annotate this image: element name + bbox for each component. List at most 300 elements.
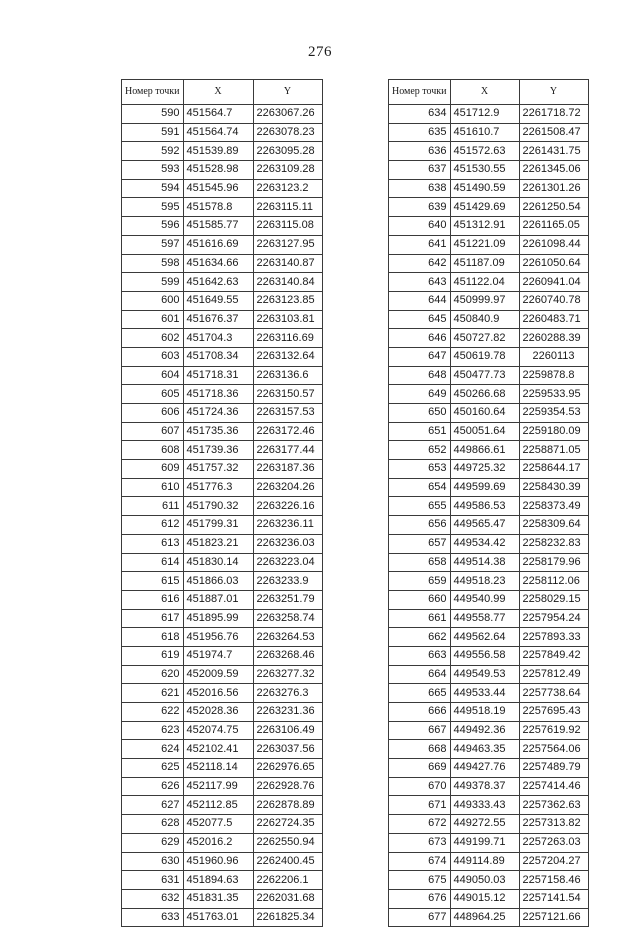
y-coordinate-cell: 2257695.43 xyxy=(519,703,588,722)
point-number-cell: 607 xyxy=(122,422,184,441)
y-coordinate-cell: 2261050.64 xyxy=(519,254,588,273)
point-number-cell: 623 xyxy=(122,721,184,740)
x-coordinate-cell: 449199.71 xyxy=(450,833,519,852)
table-row xyxy=(389,105,589,124)
point-number-cell: 652 xyxy=(389,441,451,460)
point-number-cell: 653 xyxy=(389,460,451,479)
x-coordinate-cell: 451763.01 xyxy=(183,908,253,927)
x-coordinate-cell: 450840.9 xyxy=(450,310,519,329)
table-row xyxy=(122,665,323,684)
y-coordinate-cell: 2257313.82 xyxy=(519,815,588,834)
y-coordinate-cell: 2263140.87 xyxy=(253,254,322,273)
y-coordinate-cell: 2258029.15 xyxy=(519,590,588,609)
point-number-cell: 658 xyxy=(389,553,451,572)
table-row xyxy=(389,740,589,759)
y-coordinate-cell: 2258430.39 xyxy=(519,478,588,497)
header-point-number: Номер точки xyxy=(389,80,451,105)
table-row xyxy=(389,347,589,366)
table-row xyxy=(122,833,323,852)
x-coordinate-cell: 451578.8 xyxy=(183,198,253,217)
table-row xyxy=(389,497,589,516)
x-coordinate-cell: 451490.59 xyxy=(450,179,519,198)
table-row xyxy=(122,366,323,385)
y-coordinate-cell: 2263150.57 xyxy=(253,385,322,404)
table-row xyxy=(122,572,323,591)
table-row xyxy=(122,684,323,703)
point-number-cell: 656 xyxy=(389,516,451,535)
x-coordinate-cell: 450999.97 xyxy=(450,291,519,310)
y-coordinate-cell: 2263264.53 xyxy=(253,628,322,647)
y-coordinate-cell: 2263223.04 xyxy=(253,553,322,572)
y-coordinate-cell: 2257954.24 xyxy=(519,609,588,628)
table-header-row xyxy=(122,80,323,105)
table-row xyxy=(122,273,323,292)
point-number-cell: 611 xyxy=(122,497,184,516)
table-row xyxy=(122,777,323,796)
y-coordinate-cell: 2261301.26 xyxy=(519,179,588,198)
y-coordinate-cell: 2259533.95 xyxy=(519,385,588,404)
table-row xyxy=(122,703,323,722)
table-row xyxy=(389,273,589,292)
x-coordinate-cell: 451429.69 xyxy=(450,198,519,217)
point-number-cell: 669 xyxy=(389,759,451,778)
table-row xyxy=(122,123,323,142)
point-number-cell: 591 xyxy=(122,123,184,142)
x-coordinate-cell: 451530.55 xyxy=(450,161,519,180)
point-number-cell: 629 xyxy=(122,833,184,852)
y-coordinate-cell: 2262031.68 xyxy=(253,889,322,908)
y-coordinate-cell: 2263177.44 xyxy=(253,441,322,460)
x-coordinate-cell: 451712.9 xyxy=(450,105,519,124)
table-row xyxy=(122,497,323,516)
table-row xyxy=(122,161,323,180)
page-number: 276 xyxy=(308,44,332,60)
y-coordinate-cell: 2258112.06 xyxy=(519,572,588,591)
table-row xyxy=(122,347,323,366)
y-coordinate-cell: 2263115.11 xyxy=(253,198,322,217)
table-row xyxy=(122,198,323,217)
point-number-cell: 661 xyxy=(389,609,451,628)
x-coordinate-cell: 451895.99 xyxy=(183,609,253,628)
x-coordinate-cell: 451718.36 xyxy=(183,385,253,404)
table-row xyxy=(389,889,589,908)
x-coordinate-cell: 449518.19 xyxy=(450,703,519,722)
x-coordinate-cell: 448964.25 xyxy=(450,908,519,927)
y-coordinate-cell: 2263268.46 xyxy=(253,646,322,665)
table-row xyxy=(122,254,323,273)
table-row xyxy=(122,590,323,609)
point-number-cell: 627 xyxy=(122,796,184,815)
table-row xyxy=(389,123,589,142)
y-coordinate-cell: 2263226.16 xyxy=(253,497,322,516)
point-number-cell: 633 xyxy=(122,908,184,927)
point-number-cell: 649 xyxy=(389,385,451,404)
y-coordinate-cell: 2261431.75 xyxy=(519,142,588,161)
y-coordinate-cell: 2261508.47 xyxy=(519,123,588,142)
table-row xyxy=(389,291,589,310)
y-coordinate-cell: 2263067.26 xyxy=(253,105,322,124)
x-coordinate-cell: 449463.35 xyxy=(450,740,519,759)
x-coordinate-cell: 449534.42 xyxy=(450,534,519,553)
x-coordinate-cell: 452112.85 xyxy=(183,796,253,815)
y-coordinate-cell: 2259354.53 xyxy=(519,404,588,423)
point-number-cell: 617 xyxy=(122,609,184,628)
x-coordinate-cell: 451676.37 xyxy=(183,310,253,329)
point-number-cell: 650 xyxy=(389,404,451,423)
point-number-cell: 630 xyxy=(122,852,184,871)
table-row xyxy=(122,441,323,460)
y-coordinate-cell: 2262976.65 xyxy=(253,759,322,778)
point-number-cell: 644 xyxy=(389,291,451,310)
x-coordinate-cell: 449378.37 xyxy=(450,777,519,796)
x-coordinate-cell: 451894.63 xyxy=(183,871,253,890)
x-coordinate-cell: 451739.36 xyxy=(183,441,253,460)
table-row xyxy=(389,908,589,927)
point-number-cell: 674 xyxy=(389,852,451,871)
point-number-cell: 660 xyxy=(389,590,451,609)
x-coordinate-cell: 452028.36 xyxy=(183,703,253,722)
y-coordinate-cell: 2262724.35 xyxy=(253,815,322,834)
table-row xyxy=(389,796,589,815)
table-row xyxy=(389,590,589,609)
y-coordinate-cell: 2257489.79 xyxy=(519,759,588,778)
y-coordinate-cell: 2257738.64 xyxy=(519,684,588,703)
x-coordinate-cell: 451545.96 xyxy=(183,179,253,198)
point-number-cell: 651 xyxy=(389,422,451,441)
table-row xyxy=(389,703,589,722)
table-row xyxy=(389,179,589,198)
y-coordinate-cell: 2262550.94 xyxy=(253,833,322,852)
table-row xyxy=(122,179,323,198)
y-coordinate-cell: 2263136.6 xyxy=(253,366,322,385)
table-row xyxy=(122,721,323,740)
point-number-cell: 631 xyxy=(122,871,184,890)
point-number-cell: 601 xyxy=(122,310,184,329)
point-number-cell: 615 xyxy=(122,572,184,591)
x-coordinate-cell: 451724.36 xyxy=(183,404,253,423)
x-coordinate-cell: 450477.73 xyxy=(450,366,519,385)
x-coordinate-cell: 451616.69 xyxy=(183,235,253,254)
table-row xyxy=(389,441,589,460)
table-header-row xyxy=(389,80,589,105)
x-coordinate-cell: 449533.44 xyxy=(450,684,519,703)
y-coordinate-cell: 2263095.28 xyxy=(253,142,322,161)
table-row xyxy=(122,815,323,834)
x-coordinate-cell: 452009.59 xyxy=(183,665,253,684)
point-number-cell: 619 xyxy=(122,646,184,665)
point-number-cell: 640 xyxy=(389,217,451,236)
y-coordinate-cell: 2263251.79 xyxy=(253,590,322,609)
point-number-cell: 597 xyxy=(122,235,184,254)
y-coordinate-cell: 2262878.89 xyxy=(253,796,322,815)
table-row xyxy=(389,777,589,796)
coordinates-table-left xyxy=(121,79,323,927)
x-coordinate-cell: 451718.31 xyxy=(183,366,253,385)
table-body-right xyxy=(389,105,589,927)
y-coordinate-cell: 2260483.71 xyxy=(519,310,588,329)
table-body-left xyxy=(122,105,323,927)
table-row xyxy=(122,310,323,329)
table-row xyxy=(389,366,589,385)
x-coordinate-cell: 450619.78 xyxy=(450,347,519,366)
table-row xyxy=(389,422,589,441)
x-coordinate-cell: 451610.7 xyxy=(450,123,519,142)
point-number-cell: 590 xyxy=(122,105,184,124)
point-number-cell: 642 xyxy=(389,254,451,273)
y-coordinate-cell: 2263204.26 xyxy=(253,478,322,497)
header-point-number: Номер точки xyxy=(122,80,184,105)
y-coordinate-cell: 2260941.04 xyxy=(519,273,588,292)
table-row xyxy=(389,534,589,553)
table-row xyxy=(122,404,323,423)
table-row xyxy=(389,609,589,628)
y-coordinate-cell: 2262206.1 xyxy=(253,871,322,890)
point-number-cell: 632 xyxy=(122,889,184,908)
point-number-cell: 626 xyxy=(122,777,184,796)
table-row xyxy=(389,871,589,890)
y-coordinate-cell: 2263276.3 xyxy=(253,684,322,703)
y-coordinate-cell: 2257812.49 xyxy=(519,665,588,684)
y-coordinate-cell: 2257362.63 xyxy=(519,796,588,815)
y-coordinate-cell: 2257263.03 xyxy=(519,833,588,852)
table-row xyxy=(122,740,323,759)
y-coordinate-cell: 2263116.69 xyxy=(253,329,322,348)
x-coordinate-cell: 451564.74 xyxy=(183,123,253,142)
y-coordinate-cell: 2263106.49 xyxy=(253,721,322,740)
point-number-cell: 592 xyxy=(122,142,184,161)
point-number-cell: 621 xyxy=(122,684,184,703)
table-row xyxy=(122,422,323,441)
y-coordinate-cell: 2260113 xyxy=(519,347,588,366)
point-number-cell: 606 xyxy=(122,404,184,423)
point-number-cell: 602 xyxy=(122,329,184,348)
x-coordinate-cell: 451790.32 xyxy=(183,497,253,516)
x-coordinate-cell: 451866.03 xyxy=(183,572,253,591)
point-number-cell: 608 xyxy=(122,441,184,460)
point-number-cell: 599 xyxy=(122,273,184,292)
y-coordinate-cell: 2263157.53 xyxy=(253,404,322,423)
y-coordinate-cell: 2263236.11 xyxy=(253,516,322,535)
x-coordinate-cell: 449556.58 xyxy=(450,646,519,665)
point-number-cell: 668 xyxy=(389,740,451,759)
x-coordinate-cell: 449549.53 xyxy=(450,665,519,684)
header-y: Y xyxy=(253,80,322,105)
x-coordinate-cell: 451312.91 xyxy=(450,217,519,236)
x-coordinate-cell: 449562.64 xyxy=(450,628,519,647)
point-number-cell: 593 xyxy=(122,161,184,180)
point-number-cell: 613 xyxy=(122,534,184,553)
table-row xyxy=(389,254,589,273)
point-number-cell: 635 xyxy=(389,123,451,142)
point-number-cell: 628 xyxy=(122,815,184,834)
x-coordinate-cell: 450160.64 xyxy=(450,404,519,423)
y-coordinate-cell: 2258309.64 xyxy=(519,516,588,535)
point-number-cell: 620 xyxy=(122,665,184,684)
y-coordinate-cell: 2259878.8 xyxy=(519,366,588,385)
x-coordinate-cell: 452077.5 xyxy=(183,815,253,834)
x-coordinate-cell: 451708.34 xyxy=(183,347,253,366)
table-row xyxy=(122,105,323,124)
x-coordinate-cell: 449427.76 xyxy=(450,759,519,778)
point-number-cell: 655 xyxy=(389,497,451,516)
point-number-cell: 673 xyxy=(389,833,451,852)
y-coordinate-cell: 2261718.72 xyxy=(519,105,588,124)
x-coordinate-cell: 451735.36 xyxy=(183,422,253,441)
point-number-cell: 600 xyxy=(122,291,184,310)
y-coordinate-cell: 2263236.03 xyxy=(253,534,322,553)
x-coordinate-cell: 452118.14 xyxy=(183,759,253,778)
table-row xyxy=(389,759,589,778)
x-coordinate-cell: 451539.89 xyxy=(183,142,253,161)
table-row xyxy=(122,796,323,815)
x-coordinate-cell: 451960.96 xyxy=(183,852,253,871)
y-coordinate-cell: 2263187.36 xyxy=(253,460,322,479)
table-row xyxy=(122,871,323,890)
y-coordinate-cell: 2258373.49 xyxy=(519,497,588,516)
point-number-cell: 647 xyxy=(389,347,451,366)
y-coordinate-cell: 2257414.46 xyxy=(519,777,588,796)
point-number-cell: 646 xyxy=(389,329,451,348)
x-coordinate-cell: 449272.55 xyxy=(450,815,519,834)
table-row xyxy=(122,291,323,310)
table-row xyxy=(122,478,323,497)
table-row xyxy=(389,310,589,329)
y-coordinate-cell: 2263123.2 xyxy=(253,179,322,198)
table-row xyxy=(122,329,323,348)
x-coordinate-cell: 452102.41 xyxy=(183,740,253,759)
point-number-cell: 625 xyxy=(122,759,184,778)
x-coordinate-cell: 451799.31 xyxy=(183,516,253,535)
y-coordinate-cell: 2262928.76 xyxy=(253,777,322,796)
point-number-cell: 667 xyxy=(389,721,451,740)
y-coordinate-cell: 2263132.64 xyxy=(253,347,322,366)
x-coordinate-cell: 451649.55 xyxy=(183,291,253,310)
table-row xyxy=(389,572,589,591)
point-number-cell: 648 xyxy=(389,366,451,385)
point-number-cell: 641 xyxy=(389,235,451,254)
point-number-cell: 638 xyxy=(389,179,451,198)
point-number-cell: 605 xyxy=(122,385,184,404)
x-coordinate-cell: 449514.38 xyxy=(450,553,519,572)
x-coordinate-cell: 451757.32 xyxy=(183,460,253,479)
x-coordinate-cell: 451776.3 xyxy=(183,478,253,497)
y-coordinate-cell: 2263233.9 xyxy=(253,572,322,591)
x-coordinate-cell: 451642.63 xyxy=(183,273,253,292)
x-coordinate-cell: 451122.04 xyxy=(450,273,519,292)
x-coordinate-cell: 449492.36 xyxy=(450,721,519,740)
table-row xyxy=(389,161,589,180)
x-coordinate-cell: 449866.61 xyxy=(450,441,519,460)
x-coordinate-cell: 449540.99 xyxy=(450,590,519,609)
x-coordinate-cell: 449599.69 xyxy=(450,478,519,497)
table-row xyxy=(122,553,323,572)
table-row xyxy=(389,815,589,834)
x-coordinate-cell: 451187.09 xyxy=(450,254,519,273)
table-row xyxy=(122,759,323,778)
table-row xyxy=(122,609,323,628)
y-coordinate-cell: 2261098.44 xyxy=(519,235,588,254)
y-coordinate-cell: 2263103.81 xyxy=(253,310,322,329)
y-coordinate-cell: 2263109.28 xyxy=(253,161,322,180)
table-row xyxy=(389,833,589,852)
point-number-cell: 663 xyxy=(389,646,451,665)
point-number-cell: 595 xyxy=(122,198,184,217)
table-row xyxy=(122,534,323,553)
x-coordinate-cell: 449725.32 xyxy=(450,460,519,479)
y-coordinate-cell: 2263172.46 xyxy=(253,422,322,441)
table-row xyxy=(122,235,323,254)
point-number-cell: 618 xyxy=(122,628,184,647)
x-coordinate-cell: 452117.99 xyxy=(183,777,253,796)
x-coordinate-cell: 449114.89 xyxy=(450,852,519,871)
table-row xyxy=(122,385,323,404)
point-number-cell: 637 xyxy=(389,161,451,180)
table-row xyxy=(122,217,323,236)
y-coordinate-cell: 2257121.66 xyxy=(519,908,588,927)
table-row xyxy=(122,889,323,908)
table-row xyxy=(122,142,323,161)
x-coordinate-cell: 452074.75 xyxy=(183,721,253,740)
y-coordinate-cell: 2263037.56 xyxy=(253,740,322,759)
x-coordinate-cell: 449586.53 xyxy=(450,497,519,516)
x-coordinate-cell: 451572.63 xyxy=(450,142,519,161)
y-coordinate-cell: 2263277.32 xyxy=(253,665,322,684)
y-coordinate-cell: 2257141.54 xyxy=(519,889,588,908)
table-row xyxy=(389,553,589,572)
table-row xyxy=(389,852,589,871)
table-row xyxy=(122,460,323,479)
x-coordinate-cell: 449558.77 xyxy=(450,609,519,628)
table-row xyxy=(389,460,589,479)
y-coordinate-cell: 2263078.23 xyxy=(253,123,322,142)
point-number-cell: 604 xyxy=(122,366,184,385)
y-coordinate-cell: 2261165.05 xyxy=(519,217,588,236)
y-coordinate-cell: 2257158.46 xyxy=(519,871,588,890)
x-coordinate-cell: 450727.82 xyxy=(450,329,519,348)
y-coordinate-cell: 2257204.27 xyxy=(519,852,588,871)
point-number-cell: 643 xyxy=(389,273,451,292)
y-coordinate-cell: 2263258.74 xyxy=(253,609,322,628)
x-coordinate-cell: 450266.68 xyxy=(450,385,519,404)
y-coordinate-cell: 2260288.39 xyxy=(519,329,588,348)
y-coordinate-cell: 2262400.45 xyxy=(253,852,322,871)
table-row xyxy=(389,721,589,740)
point-number-cell: 665 xyxy=(389,684,451,703)
table-row xyxy=(389,198,589,217)
x-coordinate-cell: 451823.21 xyxy=(183,534,253,553)
point-number-cell: 634 xyxy=(389,105,451,124)
table-row xyxy=(389,217,589,236)
y-coordinate-cell: 2257619.92 xyxy=(519,721,588,740)
header-x: X xyxy=(450,80,519,105)
point-number-cell: 624 xyxy=(122,740,184,759)
header-y: Y xyxy=(519,80,588,105)
y-coordinate-cell: 2257893.33 xyxy=(519,628,588,647)
table-row xyxy=(389,329,589,348)
point-number-cell: 664 xyxy=(389,665,451,684)
x-coordinate-cell: 451634.66 xyxy=(183,254,253,273)
y-coordinate-cell: 2261825.34 xyxy=(253,908,322,927)
y-coordinate-cell: 2261345.06 xyxy=(519,161,588,180)
x-coordinate-cell: 451564.7 xyxy=(183,105,253,124)
point-number-cell: 654 xyxy=(389,478,451,497)
y-coordinate-cell: 2258179.96 xyxy=(519,553,588,572)
x-coordinate-cell: 449015.12 xyxy=(450,889,519,908)
x-coordinate-cell: 452016.2 xyxy=(183,833,253,852)
y-coordinate-cell: 2263115.08 xyxy=(253,217,322,236)
point-number-cell: 612 xyxy=(122,516,184,535)
point-number-cell: 671 xyxy=(389,796,451,815)
